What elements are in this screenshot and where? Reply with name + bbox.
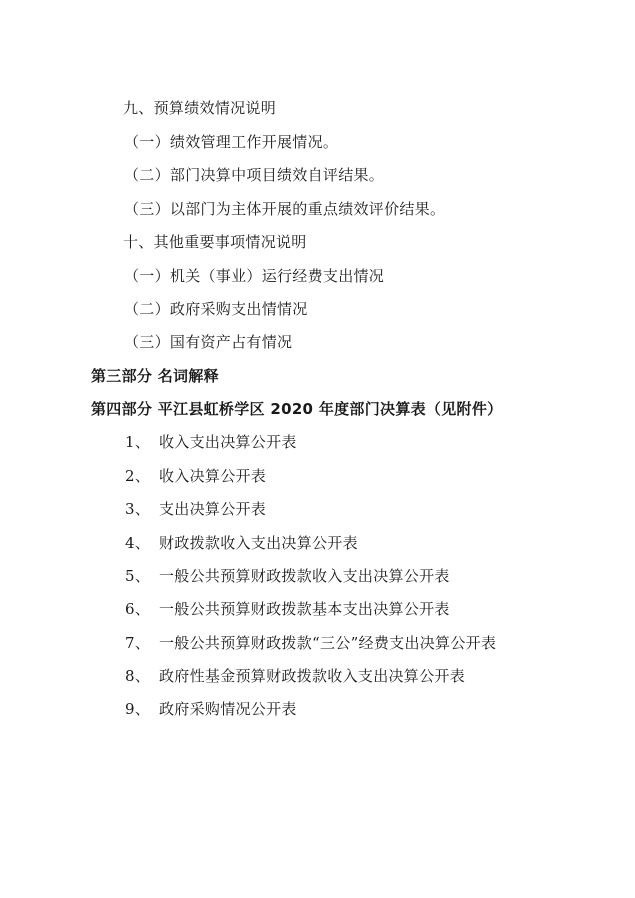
table-list-label: 政府性基金预算财政拨款收入支出决算公开表 [159,667,466,685]
table-list-number: 7、 [125,634,151,652]
table-list-number: 2、 [125,467,151,485]
table-list-label: 收入决算公开表 [159,467,267,485]
table-list-item [125,633,496,653]
table-list-item [125,566,450,586]
table-list-number: 6、 [125,600,151,618]
section-10-heading: 十、其他重要事项情况说明 [123,233,307,251]
table-list-label: 一般公共预算财政拨款“三公”经费支出决算公开表 [159,634,497,652]
table-list-number: 1、 [125,433,151,451]
table-list-item [125,499,266,519]
section-9-heading: 九、预算绩效情况说明 [123,99,277,117]
part-4-title: 第四部分 平江县虹桥学区 2020 年度部门决算表（见附件） [91,400,503,418]
table-list-label: 政府采购情况公开表 [159,700,297,718]
table-list-label: 一般公共预算财政拨款收入支出决算公开表 [159,567,450,585]
section-10-item-3: （三）国有资产占有情况 [124,333,293,351]
table-list-item [125,466,266,486]
section-9-item-3: （三）以部门为主体开展的重点绩效评价结果。 [124,200,446,218]
table-list-item [125,533,358,553]
table-list-number: 3、 [125,500,151,518]
table-list-item [125,432,297,452]
section-9-item-2: （二）部门决算中项目绩效自评结果。 [124,166,385,184]
table-list-item [125,666,465,686]
section-10-item-2: （二）政府采购支出情情况 [124,300,308,318]
section-10-item-1: （一）机关（事业）运行经费支出情况 [124,267,385,285]
table-list-label: 一般公共预算财政拨款基本支出决算公开表 [159,600,450,618]
table-list-label: 财政拨款收入支出决算公开表 [159,534,358,552]
table-list-label: 收入支出决算公开表 [159,433,297,451]
table-list-number: 5、 [125,567,151,585]
table-list-label: 支出决算公开表 [159,500,267,518]
table-list-number: 8、 [125,667,151,685]
table-list-item [125,599,450,619]
part-3-title: 第三部分 名词解释 [91,367,219,385]
table-list-number: 4、 [125,534,151,552]
table-list-item [125,699,297,719]
table-list-number: 9、 [125,700,151,718]
section-9-item-1: （一）绩效管理工作开展情况。 [124,133,339,151]
